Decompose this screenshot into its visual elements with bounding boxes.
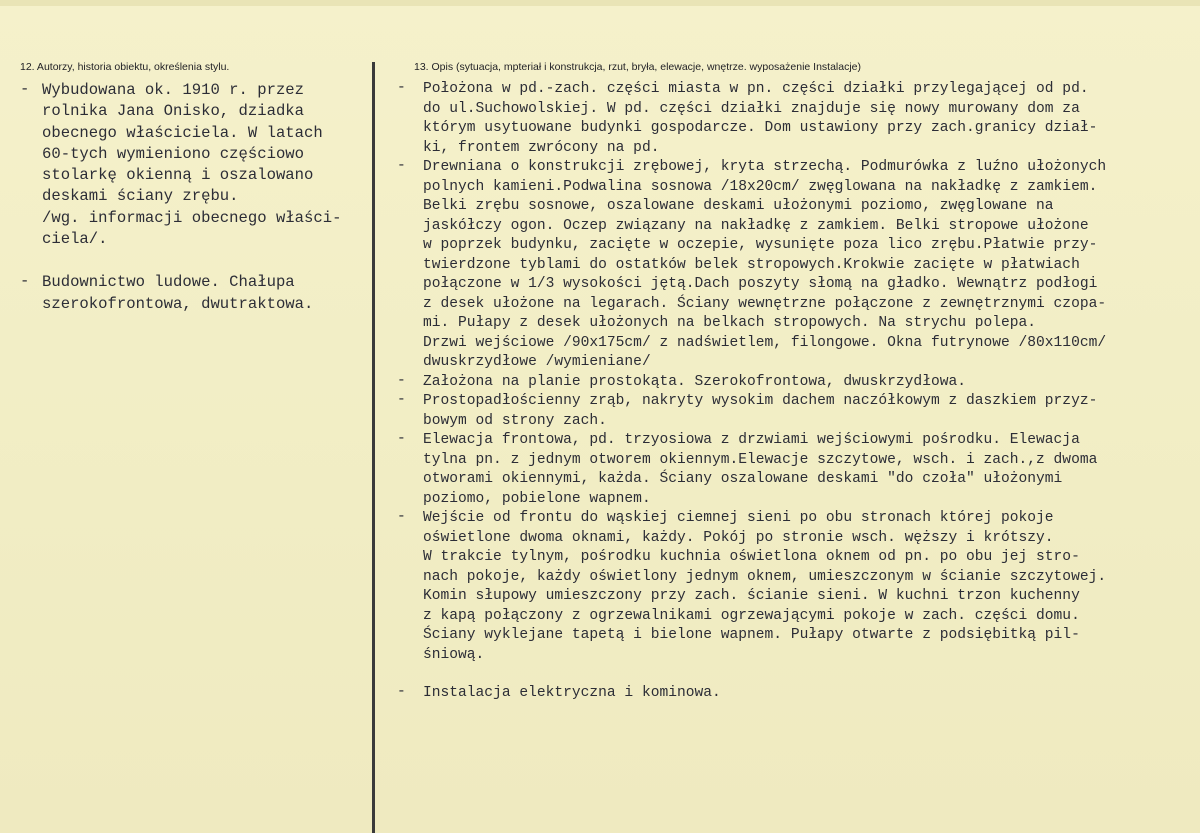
text-line: ciela/. xyxy=(42,230,108,249)
text-line: bowym od strony zach. xyxy=(423,412,607,429)
text-line: Budownictwo ludowe. Chałupa xyxy=(42,273,295,292)
section-13-heading: 13. Opis (sytuacja, mpteriał i konstrukcja, rzut, bryła, elewacje, wnętrze. wyposażenie Instalacje) xyxy=(414,61,862,73)
text-line: /wg. informacji obecnego właści- xyxy=(42,208,342,227)
bullet-dash: - xyxy=(397,431,406,447)
paragraph xyxy=(20,80,365,250)
bullet-dash: - xyxy=(397,684,406,700)
text-line: Drewniana o konstrukcji zrębowej, kryta strzechą. Podmurówka z luźno ułożonych xyxy=(423,159,1107,175)
text-line: Ściany wyklejane tapetą i bielone wapnem. Pułapy otwarte z podsiębitką pil- xyxy=(423,627,1080,643)
column-divider xyxy=(372,62,375,833)
text-line: Komin słupowy umieszczony przy zach. ścianie sieni. W kuchni trzon kuchenny xyxy=(423,588,1080,604)
page-edge xyxy=(0,0,1200,6)
paragraph-lines xyxy=(423,431,1197,509)
text-line: Drzwi wejściowe /90x175cm/ z nadświetlem, filongowe. Okna futrynowe /80x110cm/ xyxy=(423,334,1107,351)
paragraph-lines xyxy=(42,80,365,250)
paragraph-lines xyxy=(423,684,1197,704)
text-line: z kapą połączony z ogrzewalnikami ogrzewającymi pokoje w zach. części domu. xyxy=(423,607,1080,624)
bullet-dash: - xyxy=(397,509,406,525)
text-line: obecnego właściciela. W latach xyxy=(42,123,323,142)
text-line: W trakcie tylnym, pośrodku kuchnia oświetlona oknem od pn. po obu jej stro- xyxy=(423,549,1080,565)
bullet-dash: - xyxy=(20,80,30,98)
paragraph-lines xyxy=(423,509,1197,665)
text-line: 60-tych wymieniono częściowo xyxy=(42,144,305,163)
paragraph xyxy=(397,509,1197,665)
paragraph xyxy=(397,684,1197,704)
text-line: połączone w 1/3 wysokości jętą.Dach poszyty słomą na gładko. Wewnątrz podłogi xyxy=(423,276,1098,292)
text-line: stolarkę okienną i oszalowano xyxy=(42,166,314,185)
text-line: dwuskrzydłowe /wymieniane/ xyxy=(423,354,651,370)
paragraph xyxy=(397,431,1197,509)
text-line: którym usytuowane budynki gospodarcze. Dom ustawiony przy zach.granicy dział- xyxy=(423,120,1098,136)
text-line: Belki zrębu sosnowe, oszalowane deskami ułożonymi poziomo, zwęglowane na xyxy=(423,198,1054,214)
paragraph-lines xyxy=(423,373,1197,393)
bullet-dash: - xyxy=(20,272,30,291)
paragraph xyxy=(397,158,1197,373)
text-line: twierdzone tyblami do ostatków belek stropowych.Krokwie zacięte w płatwiach xyxy=(423,256,1080,273)
bullet-dash: - xyxy=(397,372,406,389)
text-line: Instalacja elektryczna i kominowa. xyxy=(423,685,721,701)
history-column xyxy=(20,80,365,315)
text-line: oświetlone dwoma oknami, każdy. Pokój po stronie wsch. węższy i krótszy. xyxy=(423,529,1054,546)
paragraph-gap xyxy=(397,665,1197,684)
text-line: śniową. xyxy=(423,646,485,663)
text-line: poziomo, pobielone wapnem. xyxy=(423,490,651,507)
text-line: rolnika Jana Onisko, dziadka xyxy=(42,102,305,121)
text-line: ki, frontem zwrócony na pd. xyxy=(423,139,660,156)
text-line: Prostopadłościenny zrąb, nakryty wysokim dachem naczółkowym z daszkiem przyz- xyxy=(423,393,1098,409)
paragraph-lines xyxy=(423,392,1197,431)
text-line: z desek ułożone na legarach. Ściany wewnętrzne połączone z zewnętrznymi czopa- xyxy=(423,295,1107,312)
text-line: otworami okiennymi, każda. Ściany oszalowane deskami "do czoła" ułożonymi xyxy=(423,471,1063,487)
paragraph-lines xyxy=(423,158,1197,373)
text-line: jaskółczy ogon. Oczep związany na nakładkę z zamkiem. Belki stropowe ułożone xyxy=(423,217,1089,234)
paragraph xyxy=(20,272,365,315)
text-line: Położona w pd.-zach. części miasta w pn. części działki przylegającej od pd. xyxy=(423,81,1089,97)
bullet-dash: - xyxy=(397,392,406,408)
bullet-dash: - xyxy=(397,80,406,96)
text-line: mi. Pułapy z desek ułożonych na belkach stropowych. Na strychu polepa. xyxy=(423,315,1037,331)
text-line: Wybudowana ok. 1910 r. przez xyxy=(42,81,305,99)
text-line: Wejście od frontu do wąskiej ciemnej sieni po obu stronach której pokoje xyxy=(423,510,1054,526)
text-line: tylna pn. z jednym otworem okiennym.Elewacje szczytowe, wsch. i zach.,z dwoma xyxy=(423,451,1098,468)
text-line: do ul.Suchowolskiej. W pd. części działki znajduje się nowy murowany dom za xyxy=(423,100,1080,117)
paragraph xyxy=(397,392,1197,431)
text-line: Elewacja frontowa, pd. trzyosiowa z drzwiami wejściowymi pośrodku. Elewacja xyxy=(423,432,1080,448)
paragraph-gap xyxy=(20,250,365,272)
bullet-dash: - xyxy=(397,158,406,174)
text-line: deskami ściany zrębu. xyxy=(42,187,239,206)
text-line: nach pokoje, każdy oświetlony jednym oknem, umieszczonym w ścianie szczytowej. xyxy=(423,568,1107,585)
text-line: Założona na planie prostokąta. Szerokofrontowa, dwuskrzydłowa. xyxy=(423,373,966,390)
text-line: polnych kamieni.Podwalina sosnowa /18x20cm/ zwęglowana na nakładkę z zamkiem. xyxy=(423,178,1098,195)
section-12-heading: 12. Autorzy, historia obiektu, określenia stylu. xyxy=(20,61,230,73)
paragraph xyxy=(397,373,1197,393)
text-line: szerokofrontowa, dwutraktowa. xyxy=(42,294,314,313)
paragraph-lines xyxy=(423,80,1197,158)
description-column xyxy=(397,80,1197,704)
paragraph-lines xyxy=(42,272,365,315)
paragraph xyxy=(397,80,1197,158)
text-line: w poprzek budynku, zacięte w oczepie, wysunięte poza lico zrębu.Płatwie przy- xyxy=(423,237,1098,253)
